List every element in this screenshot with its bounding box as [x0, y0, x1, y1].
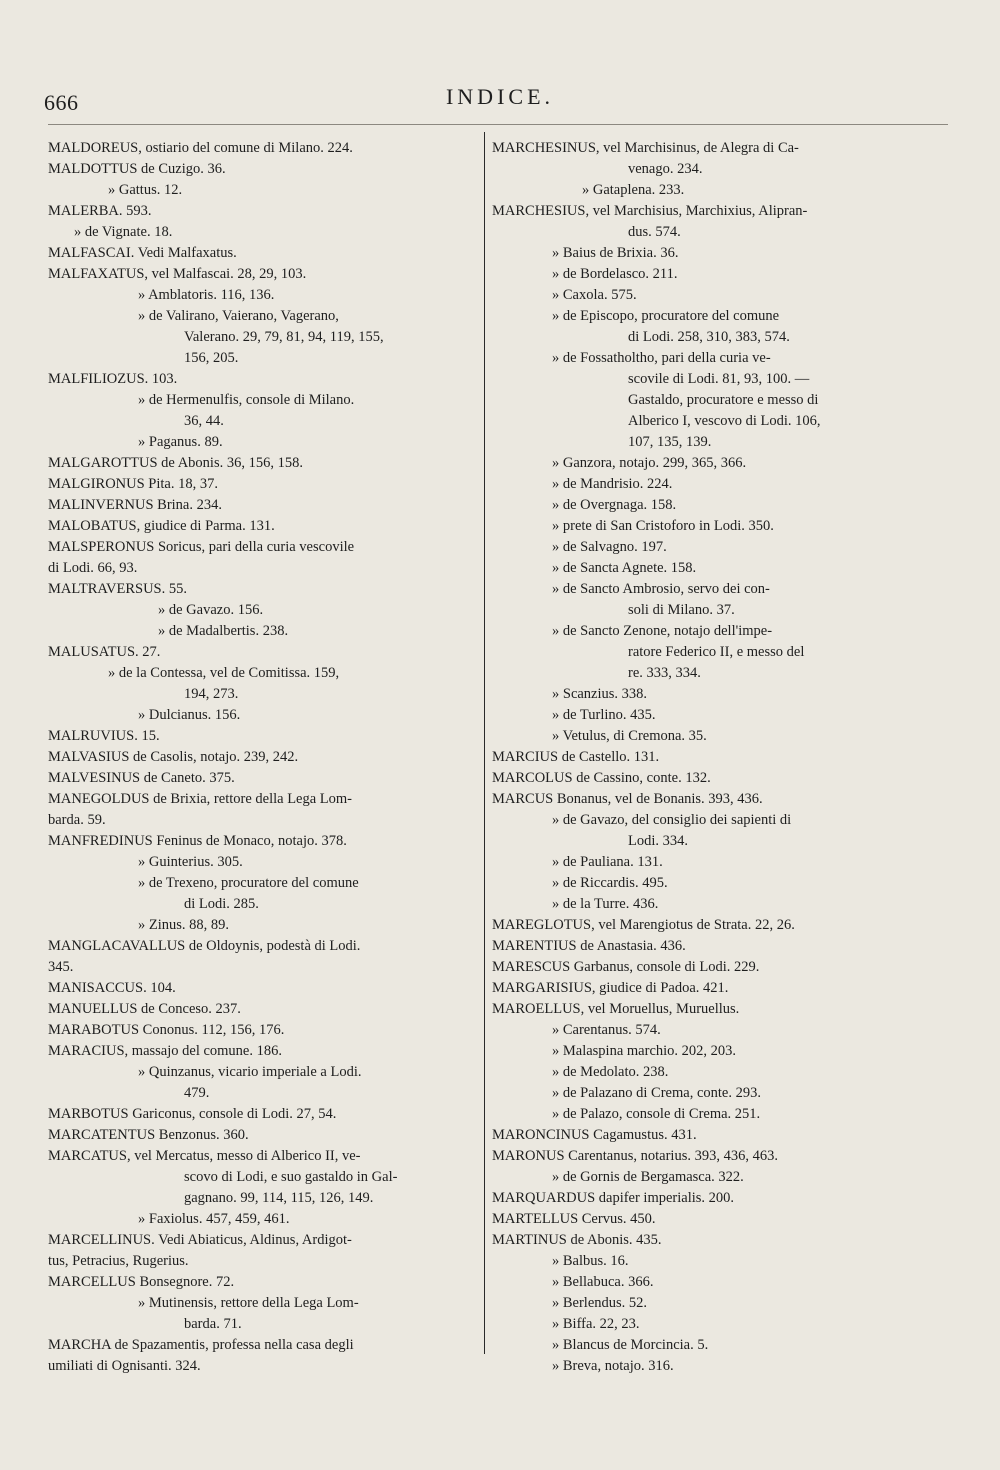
index-entry: MALGIRONUS Pita. 18, 37. — [48, 476, 218, 492]
index-entry: » de Episcopo, procuratore del comune — [552, 308, 780, 324]
index-entry: di Lodi. 66, 93. — [48, 560, 138, 576]
index-entry: MANGLACAVALLUS de Oldoynis, podestà di Lodi. — [48, 938, 361, 954]
index-entry: MARBOTUS Gariconus, console di Lodi. 27, 54. — [48, 1106, 337, 1122]
index-entry: » prete di San Cristoforo in Lodi. 350. — [552, 518, 774, 534]
index-entry: MARCATUS, vel Mercatus, messo di Alberico II, ve- — [48, 1148, 361, 1164]
index-entry: MALOBATUS, giudice di Parma. 131. — [48, 518, 275, 534]
index-entry: » de Gornis de Bergamasca. 322. — [552, 1169, 744, 1185]
index-entry: 345. — [48, 959, 74, 975]
index-entry: MALUSATUS. 27. — [48, 644, 161, 660]
index-entry: » Guinterius. 305. — [138, 854, 243, 870]
index-entry: » de Vignate. 18. — [74, 224, 173, 240]
index-entry: » de Sancto Zenone, notajo dell'impe- — [552, 623, 773, 639]
index-entry: » Malaspina marchio. 202, 203. — [552, 1043, 737, 1059]
index-entry: » Amblatoris. 116, 136. — [138, 287, 275, 303]
index-entry: MAROELLUS, vel Moruellus, Muruellus. — [492, 1001, 740, 1017]
index-entry: » Berlendus. 52. — [552, 1295, 648, 1311]
index-entry: venago. 234. — [628, 161, 703, 177]
index-entry: MARCHESINUS, vel Marchisinus, de Alegra di Ca- — [492, 140, 799, 156]
index-entry: MALDOREUS, ostiario del comune di Milano. 224. — [48, 140, 353, 156]
index-entry: » Baius de Brixia. 36. — [552, 245, 679, 261]
index-entry: » Breva, notajo. 316. — [552, 1358, 674, 1374]
index-entry: » Balbus. 16. — [552, 1253, 629, 1269]
index-entry: » de Salvagno. 197. — [552, 539, 667, 555]
index-entry: » de Riccardis. 495. — [552, 875, 668, 891]
index-entry: » Paganus. 89. — [138, 434, 223, 450]
index-entry: MALERBA. 593. — [48, 203, 152, 219]
index-entry: » de Trexeno, procuratore del comune — [138, 875, 359, 891]
index-entry: » Caxola. 575. — [552, 287, 637, 303]
index-entry: di Lodi. 285. — [184, 896, 259, 912]
index-entry: MARCATENTUS Benzonus. 360. — [48, 1127, 249, 1143]
index-entry: barda. 71. — [184, 1316, 242, 1332]
index-entry: MARENTIUS de Anastasia. 436. — [492, 938, 686, 954]
index-entry: » Bellabuca. 366. — [552, 1274, 654, 1290]
index-entry: » de Hermenulfis, console di Milano. — [138, 392, 355, 408]
page-number: 666 — [44, 90, 79, 115]
index-entry: » de Turlino. 435. — [552, 707, 656, 723]
index-entry: 194, 273. — [184, 686, 239, 702]
index-entry: MALFASCAI. Vedi Malfaxatus. — [48, 245, 237, 261]
header-rule — [48, 124, 948, 125]
index-entry: » Dulcianus. 156. — [138, 707, 241, 723]
index-entry: » Faxiolus. 457, 459, 461. — [138, 1211, 290, 1227]
index-entry: MANEGOLDUS de Brixia, rettore della Lega Lom- — [48, 791, 353, 807]
index-entry: MARCHA de Spazamentis, professa nella casa degli — [48, 1337, 354, 1353]
index-entry: MARCUS Bonanus, vel de Bonanis. 393, 436. — [492, 791, 763, 807]
index-entry: MALVASIUS de Casolis, notajo. 239, 242. — [48, 749, 299, 765]
index-entry: » de Madalbertis. 238. — [158, 623, 289, 639]
index-entry: » de la Contessa, vel de Comitissa. 159, — [108, 665, 340, 681]
index-entry: » Zinus. 88, 89. — [138, 917, 230, 933]
index-entry: » de Gavazo, del consiglio dei sapienti di — [552, 812, 792, 828]
index-entry: scovo di Lodi, e suo gastaldo in Gal- — [184, 1169, 398, 1185]
index-entry: ratore Federico II, e messo del — [628, 644, 805, 660]
index-entry: » Carentanus. 574. — [552, 1022, 661, 1038]
right-column — [492, 138, 910, 1377]
index-entry: » Mutinensis, rettore della Lega Lom- — [138, 1295, 359, 1311]
page-header: INDICE. — [445, 84, 555, 109]
index-entry: MARCOLUS de Cassino, conte. 132. — [492, 770, 711, 786]
index-entry: Gastaldo, procuratore e messo di — [628, 392, 819, 408]
index-entry: » de Valirano, Vaierano, Vagerano, — [138, 308, 339, 324]
index-entry: MARACIUS, massajo del comune. 186. — [48, 1043, 282, 1059]
index-entry: MALFILIOZUS. 103. — [48, 371, 178, 387]
index-entry: umiliati di Ognisanti. 324. — [48, 1358, 201, 1374]
index-entry: dus. 574. — [628, 224, 681, 240]
index-entry: MALINVERNUS Brina. 234. — [48, 497, 222, 513]
index-entry: 479. — [184, 1085, 210, 1101]
index-entry: gagnano. 99, 114, 115, 126, 149. — [184, 1190, 374, 1206]
index-entry: MALVESINUS de Caneto. 375. — [48, 770, 235, 786]
index-entry: MARESCUS Garbanus, console di Lodi. 229. — [492, 959, 760, 975]
index-entry: » de Palazano di Crema, conte. 293. — [552, 1085, 761, 1101]
index-entry: MALTRAVERSUS. 55. — [48, 581, 187, 597]
index-entry: MALDOTTUS de Cuzigo. 36. — [48, 161, 226, 177]
index-entry: 36, 44. — [184, 413, 224, 429]
index-entry: barda. 59. — [48, 812, 106, 828]
index-entry: » de Pauliana. 131. — [552, 854, 663, 870]
column-divider — [484, 132, 485, 1354]
index-entry: » de Overgnaga. 158. — [552, 497, 677, 513]
index-entry: » de Bordelasco. 211. — [552, 266, 678, 282]
index-entry: MARABOTUS Cononus. 112, 156, 176. — [48, 1022, 285, 1038]
index-entry: MARQUARDUS dapifer imperialis. 200. — [492, 1190, 735, 1206]
index-entry: » Blancus de Morcincia. 5. — [552, 1337, 709, 1353]
index-entry: » de Fossatholtho, pari della curia ve- — [552, 350, 771, 366]
index-entry: MARONUS Carentanus, notarius. 393, 436, 463. — [492, 1148, 778, 1164]
index-entry: » de Mandrisio. 224. — [552, 476, 673, 492]
index-entry: Lodi. 334. — [628, 833, 689, 849]
index-entry: MARTINUS de Abonis. 435. — [492, 1232, 662, 1248]
index-entry: Alberico I, vescovo di Lodi. 106, — [628, 413, 821, 429]
index-entry: MALGAROTTUS de Abonis. 36, 156, 158. — [48, 455, 303, 471]
index-entry: » de la Turre. 436. — [552, 896, 659, 912]
index-entry: » de Medolato. 238. — [552, 1064, 669, 1080]
index-entry: 156, 205. — [184, 350, 239, 366]
index-entry: MAREGLOTUS, vel Marengiotus de Strata. 22, 26. — [492, 917, 795, 933]
index-entry: MARONCINUS Cagamustus. 431. — [492, 1127, 697, 1143]
index-entry: MANUELLUS de Conceso. 237. — [48, 1001, 241, 1017]
index-entry: » Scanzius. 338. — [552, 686, 648, 702]
index-entry: MARCIUS de Castello. 131. — [492, 749, 660, 765]
index-entry: MARCHESIUS, vel Marchisius, Marchixius, Alipran- — [492, 203, 808, 219]
index-entry: MARGARISIUS, giudice di Padoa. 421. — [492, 980, 729, 996]
index-entry: » Gattus. 12. — [108, 182, 183, 198]
index-entry: » de Sancto Ambrosio, servo dei con- — [552, 581, 770, 597]
left-column — [48, 138, 468, 1377]
index-entry: MALRUVIUS. 15. — [48, 728, 160, 744]
index-entry: » Biffa. 22, 23. — [552, 1316, 640, 1332]
index-entry: » Vetulus, di Cremona. 35. — [552, 728, 707, 744]
index-entry: re. 333, 334. — [628, 665, 701, 681]
index-entry: MARCELLUS Bonsegnore. 72. — [48, 1274, 235, 1290]
index-entry: MANFREDINUS Feninus de Monaco, notajo. 378. — [48, 833, 347, 849]
index-entry: » Quinzanus, vicario imperiale a Lodi. — [138, 1064, 362, 1080]
index-entry: soli di Milano. 37. — [628, 602, 735, 618]
index-entry: MANISACCUS. 104. — [48, 980, 176, 996]
index-entry: » de Gavazo. 156. — [158, 602, 264, 618]
index-entry: » de Palazo, console di Crema. 251. — [552, 1106, 761, 1122]
index-entry: di Lodi. 258, 310, 383, 574. — [628, 329, 790, 345]
index-entry: tus, Petracius, Rugerius. — [48, 1253, 189, 1269]
index-entry: MARCELLINUS. Vedi Abiaticus, Aldinus, Ardigot- — [48, 1232, 352, 1248]
index-entry: » Gataplena. 233. — [582, 182, 685, 198]
index-entry: 107, 135, 139. — [628, 434, 712, 450]
index-entry: » de Sancta Agnete. 158. — [552, 560, 697, 576]
index-entry: MALFAXATUS, vel Malfascai. 28, 29, 103. — [48, 266, 307, 282]
index-entry: » Ganzora, notajo. 299, 365, 366. — [552, 455, 747, 471]
index-entry: Valerano. 29, 79, 81, 94, 119, 155, — [184, 329, 384, 345]
index-entry: MARTELLUS Cervus. 450. — [492, 1211, 656, 1227]
index-entry: scovile di Lodi. 81, 93, 100. — — [628, 371, 810, 387]
index-entry: MALSPERONUS Soricus, pari della curia vescovile — [48, 539, 355, 555]
